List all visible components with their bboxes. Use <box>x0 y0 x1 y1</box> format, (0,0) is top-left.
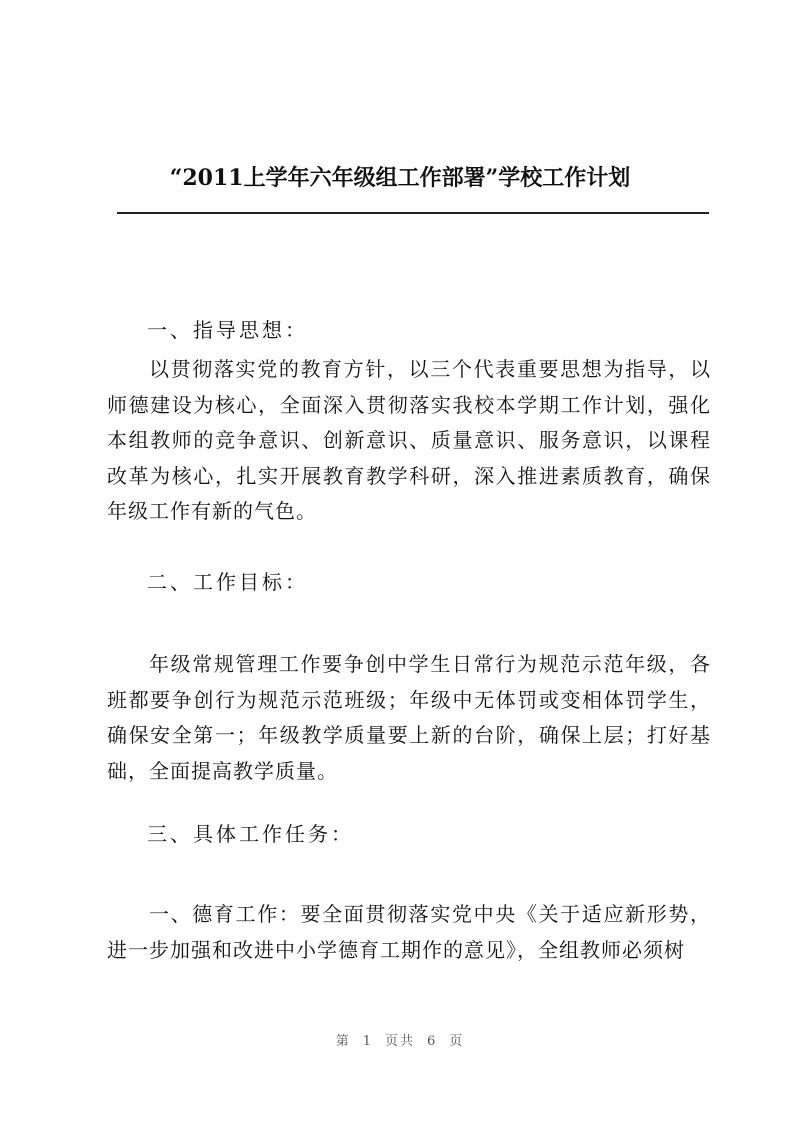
page-footer <box>0 1030 800 1049</box>
title-underline <box>117 212 709 214</box>
footer-prefix: 第 <box>335 1034 351 1049</box>
footer-page-number: 1 <box>362 1034 373 1049</box>
section-paragraph-work-goals: 年级常规管理工作要争创中学生日常行为规范示范年级，各班都要争创行为规范示范班级；年级中无体罚或变相体罚学生，确保安全第一；年级教学质量要上新的台阶，确保上层；打好基础，全面提高教学质量。 <box>107 652 711 783</box>
footer-suffix: 页 <box>449 1034 465 1049</box>
section-paragraph-specific-tasks: 一、德育工作：要全面贯彻落实党中央《关于适应新形势，进一步加强和改进中小学德育工期作的意见》，全组教师必须树 <box>107 902 711 962</box>
section-heading-work-goals: 二、工作目标： <box>147 570 308 594</box>
section-paragraph-guiding-ideology: 以贯彻落实党的教育方针，以三个代表重要思想为指导，以师德建设为核心，全面深入贯彻落实我校本学期工作计划，强化本组教师的竞争意识、创新意识、质量意识、服务意识，以课程改革为核心，扎实开展教育教学科研，深入推进素质教育，确保年级工作有新的气色。 <box>107 357 711 523</box>
section-heading-guiding-ideology: 一、指导思想： <box>147 318 308 342</box>
document-title: “2011上学年六年级组工作部署”学校工作计划 <box>169 165 631 191</box>
section-heading-specific-tasks: 三、具体工作任务： <box>147 822 354 846</box>
footer-total-pages: 6 <box>427 1034 438 1049</box>
footer-middle: 页共 <box>384 1034 415 1049</box>
